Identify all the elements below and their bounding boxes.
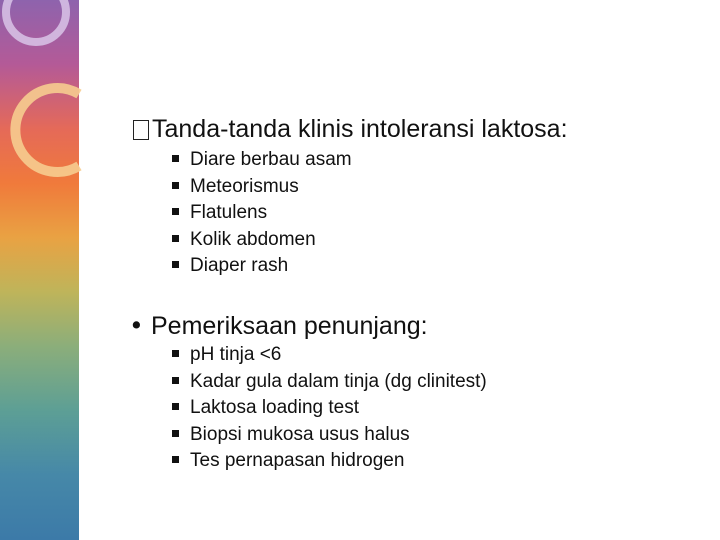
list-item (172, 174, 352, 201)
square-bullet-icon (172, 261, 179, 268)
list-item (172, 147, 352, 174)
section-heading-clinical-signs (133, 114, 568, 144)
list-item-text: Laktosa loading test (190, 397, 360, 418)
list-item-text: Meteorismus (190, 175, 299, 197)
list-item (172, 342, 487, 369)
heading-text: Tanda-tanda klinis intoleransi laktosa: (152, 115, 568, 143)
list-item (172, 253, 352, 280)
square-bullet-icon (172, 155, 179, 162)
square-bullet-icon (172, 182, 179, 189)
list-item-text: pH tinja <6 (190, 344, 282, 365)
square-bullet-icon (172, 235, 179, 242)
list-item-text: Diaper rash (190, 255, 289, 276)
round-bullet-icon: • (129, 311, 144, 340)
list-item (172, 227, 352, 254)
list-item (172, 422, 487, 449)
heading-text: Pemeriksaan penunjang: (151, 312, 428, 340)
section-heading-supporting-tests (129, 311, 428, 341)
square-bullet-icon (172, 350, 179, 357)
list-item-text: Flatulens (190, 202, 268, 223)
list-item-text: Tes pernapasan hidrogen (190, 450, 405, 471)
list-item (172, 448, 487, 475)
list-item (172, 200, 352, 227)
list-item-text: Kolik abdomen (190, 228, 316, 250)
missing-glyph-icon (133, 120, 149, 140)
supporting-tests-list (172, 342, 487, 475)
clinical-signs-list (172, 147, 352, 280)
list-item-text: Diare berbau asam (190, 149, 352, 170)
list-item-text: Biopsi mukosa usus halus (190, 423, 410, 445)
list-item (172, 395, 487, 422)
square-bullet-icon (172, 377, 179, 384)
square-bullet-icon (172, 456, 179, 463)
square-bullet-icon (172, 430, 179, 437)
square-bullet-icon (172, 208, 179, 215)
list-item (172, 369, 487, 396)
square-bullet-icon (172, 403, 179, 410)
list-item-text: Kadar gula dalam tinja (dg clinitest) (190, 370, 487, 392)
